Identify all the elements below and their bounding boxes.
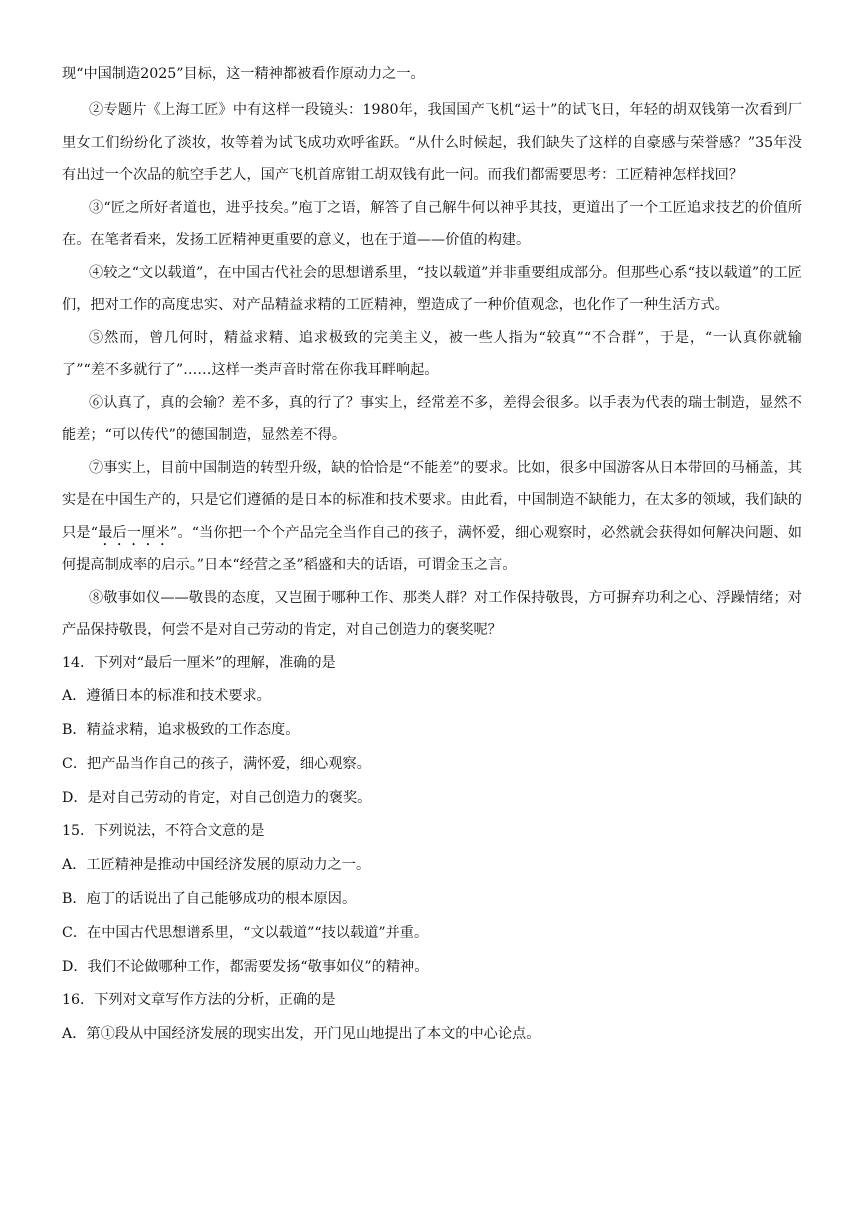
option-b[interactable]: B．庖丁的话说出了自己能够成功的根本原因。 [62,891,357,908]
question-15 [62,815,802,984]
question-stem: 16．下列对文章写作方法的分析，正确的是 [62,992,336,1009]
document-page [62,60,802,1052]
option-a[interactable]: A．第①段从中国经济发展的现实出发，开门见山地提出了本文的中心论点。 [62,1026,541,1043]
paragraph-7-text-a: ⑦事实上，目前中国制造的转型升级，缺的恰恰是“不能差”的要求。比如，很多中国游客从日本带回的马桶盖，其实是在中国生产的，只是它们遵循的是日本的标准和技术要求。由此看，中国制造不缺能力，在太多的领域，我们缺的只是“ [62,459,802,541]
paragraph-8: ⑧敬事如仪——敬畏的态度，又岂囿于哪种工作、那类人群？对工作保持敬畏，方可摒弃功利之心、浮躁情绪；对产品保持敬畏，何尝不是对自己劳动的肯定，对自己创造力的褒奖呢？ [62,589,802,638]
option-d[interactable]: D．是对自己劳动的肯定，对自己创造力的褒奖。 [62,789,372,806]
question-stem: 15．下列说法，不符合文意的是 [62,823,265,840]
option-b[interactable]: B．精益求精，追求极致的工作态度。 [62,722,300,739]
paragraph-7 [62,452,802,582]
paragraph-2: ②专题片《上海工匠》中有这样一段镜头：1980年，我国国产飞机“运十”的试飞日，年轻的胡双钱第一次看到厂里女工们纷纷化了淡妆，妆等着为试飞成功欢呼雀跃。“从什么时候起，我们缺失了这样的自豪感与荣誉感？”35年没有出过一个次品的航空手艺人，国产飞机首席钳工胡双钱有此一问。而我们都需要思考：工匠精神怎样找回？ [62,102,802,183]
question-16 [62,984,802,1052]
paragraph-3: ③“匠之所好者道也，进乎技矣。”庖丁之语，解答了自己解牛何以神乎其技，更道出了一个工匠追求技艺的价值所在。在笔者看来，发扬工匠精神更重要的意义，也在于道——价值的构建。 [62,199,802,248]
question-14 [62,647,802,816]
paragraph-7-text-b: ”。“当你把一个个产品完全当作自己的孩子，满怀爱，细心观察时，必然就会获得如何解决问题、如何提高制成率的启示。”日本“经营之圣”稻盛和夫的话语，可谓金玉之言。 [62,524,802,573]
paragraph-1-continued: 现“中国制造2025”目标，这一精神都被看作原动力之一。 [62,66,425,82]
option-c[interactable]: C．在中国古代思想谱系里，“文以载道”“技以载道”并重。 [62,924,429,941]
option-d[interactable]: D．我们不论做哪种工作，都需要发扬“敬事如仪”的精神。 [62,958,429,975]
option-c[interactable]: C．把产品当作自己的孩子，满怀爱，细心观察。 [62,755,371,772]
option-a[interactable]: A．工匠精神是推动中国经济发展的原动力之一。 [62,857,371,874]
option-a[interactable]: A．遵循日本的标准和技术要求。 [62,688,271,705]
paragraph-5: ⑤然而，曾几何时，精益求精、追求极致的完美主义，被一些人指为“较真”“不合群”，于是，“一认真你就输了”“差不多就行了”……这样一类声音时常在你我耳畔响起。 [62,329,802,378]
emphasized-phrase: 最后一厘米 [97,524,170,541]
paragraph-4: ④较之“文以载道”，在中国古代社会的思想谱系里，“技以载道”并非重要组成部分。但那些心系“技以载道”的工匠们，把对工作的高度忠实、对产品精益求精的工匠精神，塑造成了一种价值观念，也化作了一种生活方式。 [62,264,802,313]
question-stem: 14．下列对“最后一厘米”的理解，准确的是 [62,654,336,671]
paragraph-6: ⑥认真了，真的会输？差不多，真的行了？事实上，经常差不多，差得会很多。以手表为代表的瑞士制造，显然不能差；“可以传代”的德国制造，显然差不得。 [62,394,802,443]
